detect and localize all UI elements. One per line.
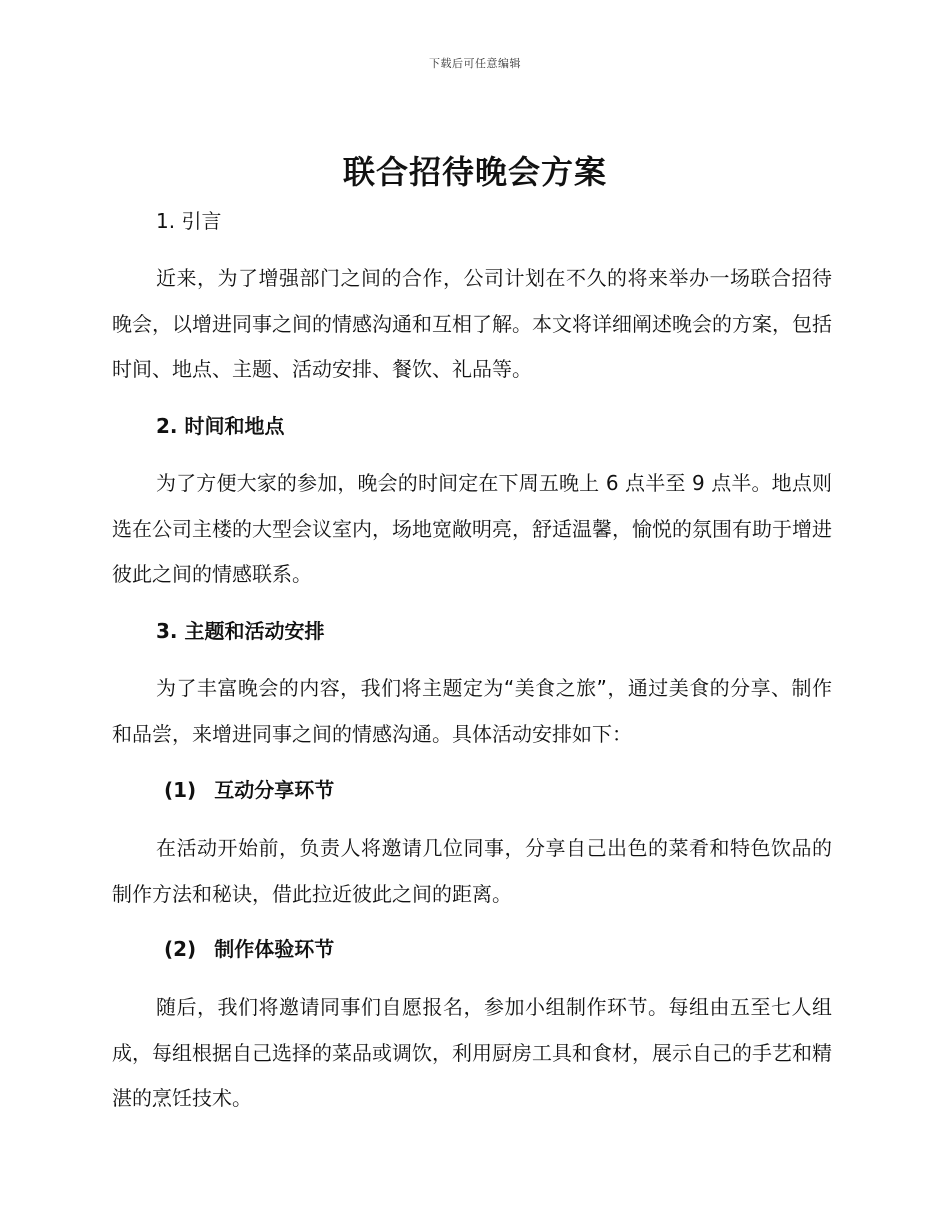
subsection-number: (2) <box>164 937 197 961</box>
subsection-title: 制作体验环节 <box>214 937 335 961</box>
section-heading-intro: 1. 引言 <box>156 209 222 233</box>
header-note: 下载后可任意编辑 <box>429 57 521 70</box>
document-title: 联合招待晚会方案 <box>342 153 607 191</box>
section-paragraph-intro: 近来，为了增强部门之间的合作，公司计划在不久的将来举办一场联合招待晚会，以增进同事之间的情感沟通和互相了解。本文将详细阐述晚会的方案，包括时间、地点、主题、活动安排、餐饮、礼品等。 <box>112 266 832 381</box>
section-paragraph-time-place: 为了方便大家的参加，晚会的时间定在下周五晚上 6 点半至 9 点半。地点则选在公司主楼的大型会议室内，场地宽敞明亮，舒适温馨，愉悦的氛围有助于增进彼此之间的情感联系。 <box>112 471 832 586</box>
subsection-title: 互动分享环节 <box>214 778 335 802</box>
section-heading-time-place: 2. 时间和地点 <box>156 414 285 438</box>
subsection-number: (1) <box>164 778 197 802</box>
section-heading-theme-activities: 3. 主题和活动安排 <box>156 619 325 643</box>
subsection-paragraph-interactive-sharing: 在活动开始前，负责人将邀请几位同事，分享自己出色的菜肴和特色饮品的制作方法和秘诀，借此拉近彼此之间的距离。 <box>112 836 832 906</box>
subsection-paragraph-cooking-experience: 随后，我们将邀请同事们自愿报名，参加小组制作环节。每组由五至七人组成，每组根据自己选择的菜品或调饮，利用厨房工具和食材，展示自己的手艺和精湛的烹饪技术。 <box>112 995 832 1110</box>
subsection-heading-interactive-sharing <box>164 775 334 805</box>
subsection-heading-cooking-experience <box>164 934 334 964</box>
section-paragraph-theme-activities: 为了丰富晚会的内容，我们将主题定为“美食之旅”，通过美食的分享、制作和品尝，来增进同事之间的情感沟通。具体活动安排如下： <box>112 676 832 746</box>
